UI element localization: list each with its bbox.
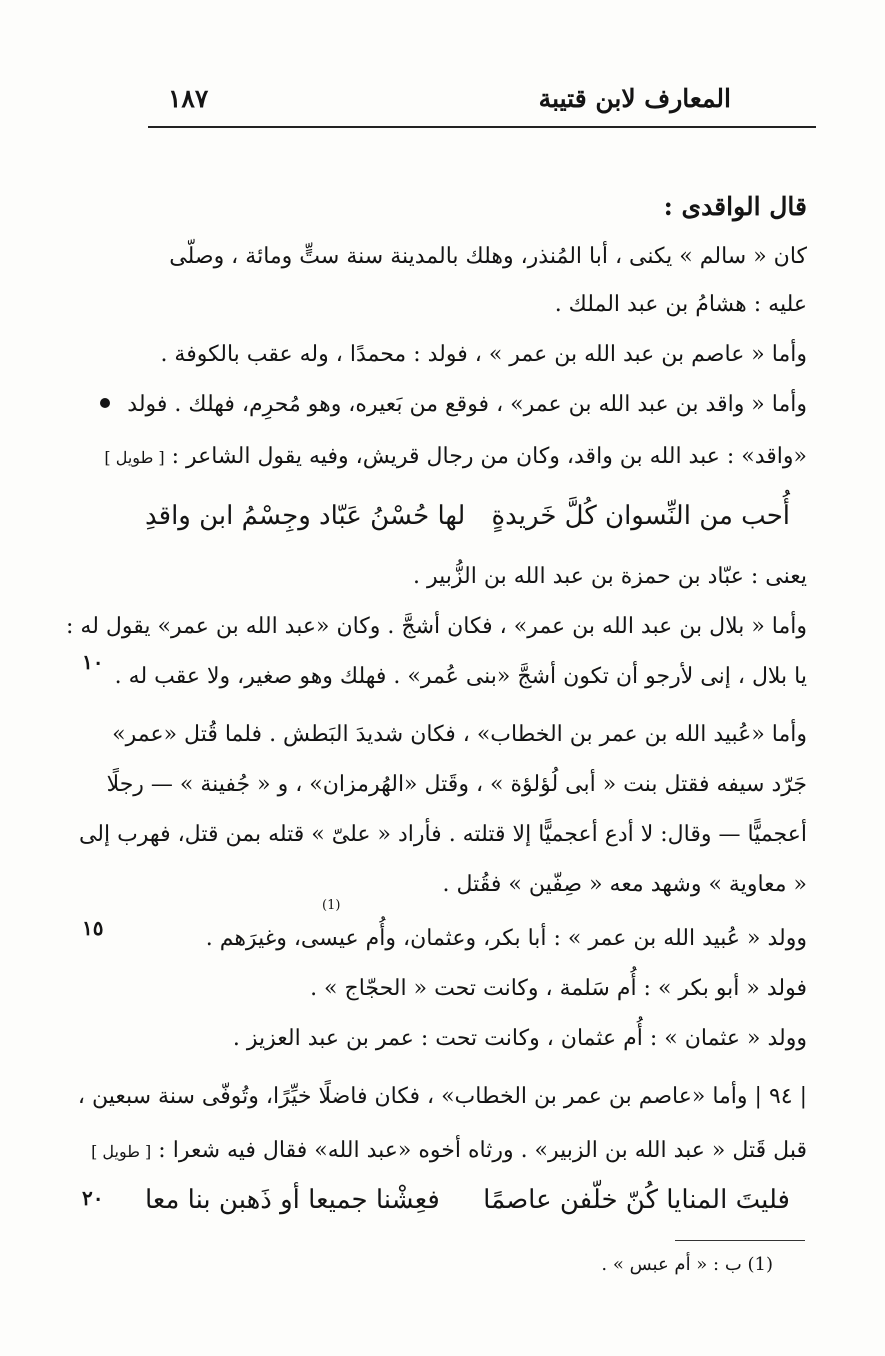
verse-2-second-hemistich: فعِشْنا جميعا أو ذَهبن بنا معا: [145, 1185, 440, 1215]
running-title: المعارف لابن قتيبة: [538, 84, 731, 113]
body-line-13: « معاوية » وشهد معه « صِفّين » فقُتل .: [442, 872, 807, 897]
margin-line-number-15: ١٥: [82, 916, 104, 940]
margin-line-number-10: ١٠: [82, 650, 104, 674]
body-line-16: وولد « عثمان » : أُم عثمان ، وكانت تحت : عمر بن عبد العزيز .: [232, 1026, 807, 1051]
header-rule: [148, 126, 816, 128]
body-line-7: يعنى : عبّاد بن حمزة بن عبد الله بن الزُّبير .: [413, 564, 807, 589]
body-line-15: فولد « أبو بكر » : أُم سَلمة ، وكانت تحت « الحجّاج » .: [310, 976, 807, 1001]
verse-line-2: [145, 1180, 790, 1224]
meter-label: [ طويل ]: [104, 448, 165, 467]
verse-1-first-hemistich: أُحب من النِّسوان كُلَّ خَريدةٍ: [491, 501, 790, 531]
body-line-9: يا بلال ، إنى لأرجو أن تكون أشجَّ «بنى عُمر» . فهلك وهو صغير، ولا عقب له .: [114, 664, 807, 689]
footnote-marker: (1): [322, 898, 341, 913]
verse-2-first-hemistich: فليتَ المنايا كُنّ خلّفن عاصمًا: [483, 1185, 790, 1215]
meter-label-2: [ طويل ]: [91, 1142, 152, 1161]
body-line-18: [91, 1134, 807, 1170]
verse-line-1: [145, 496, 790, 540]
body-line-1: قال الواقدى :: [663, 192, 807, 221]
body-line-10: وأما «عُبيد الله بن عمر بن الخطاب» ، فكان شديدَ البَطش . فلما قُتل «عمر»: [112, 722, 807, 747]
body-line-17: | ٩٤ | وأما «عاصم بن عمر بن الخطاب» ، فكان فاضلًا خيِّرًا، وتُوفّى سنة سبعين ،: [77, 1084, 807, 1109]
footnote: (1) ب : « أم عبس » .: [601, 1254, 773, 1275]
footnote-rule: [675, 1240, 805, 1241]
running-header: [148, 78, 816, 120]
body-line-2: كان « سالم » يكنى ، أبا المُنذر، وهلك بالمدينة سنة ستٍّ ومائة ، وصلّى: [169, 244, 807, 269]
body-line-6: [104, 440, 807, 476]
body-line-12: أعجميًّا — وقال: لا أدع أعجميًّا إلا قتلته . فأراد « علىّ » قتله بمن قتل، فهرب إلى: [78, 822, 807, 847]
body-line-11: جَرّد سيفه فقتل بنت « أبى لُؤلؤة » ، وقَتل «الهُرمزان» ، و « جُفينة » — رجلًا: [106, 772, 807, 797]
verse-1-second-hemistich: لها حُسْنُ عَبّاد وجِسْمُ ابن واقدِ: [145, 501, 466, 531]
body-line-3: عليه : هشامُ بن عبد الملك .: [554, 292, 807, 317]
body-line-5: وأما « واقد بن عبد الله بن عمر» ، فوقع من بَعيره، وهو مُحرِم، فهلك . فولد: [127, 392, 807, 417]
body-line-8: وأما « بلال بن عبد الله بن عمر» ، فكان أشجَّ . وكان «عبد الله بن عمر» يقول له :: [66, 614, 807, 639]
margin-dot: [100, 398, 110, 408]
margin-line-number-20: ٢٠: [82, 1186, 104, 1210]
body-line-18-text: قبل قَتل « عبد الله بن الزبير» . ورثاه أخوه «عبد الله» فقال فيه شعرا :: [158, 1138, 807, 1163]
body-line-4: وأما « عاصم بن عبد الله بن عمر » ، فولد : محمدًا ، وله عقب بالكوفة .: [160, 342, 807, 367]
body-line-14: وولد « عُبيد الله بن عمر » : أبا بكر، وعثمان، وأُم عيسى، وغيرَهم .: [205, 926, 807, 951]
body-line-6-text: «واقد» : عبد الله بن واقد، وكان من رجال قريش، وفيه يقول الشاعر :: [171, 444, 807, 469]
page-number: ١٨٧: [168, 84, 209, 113]
